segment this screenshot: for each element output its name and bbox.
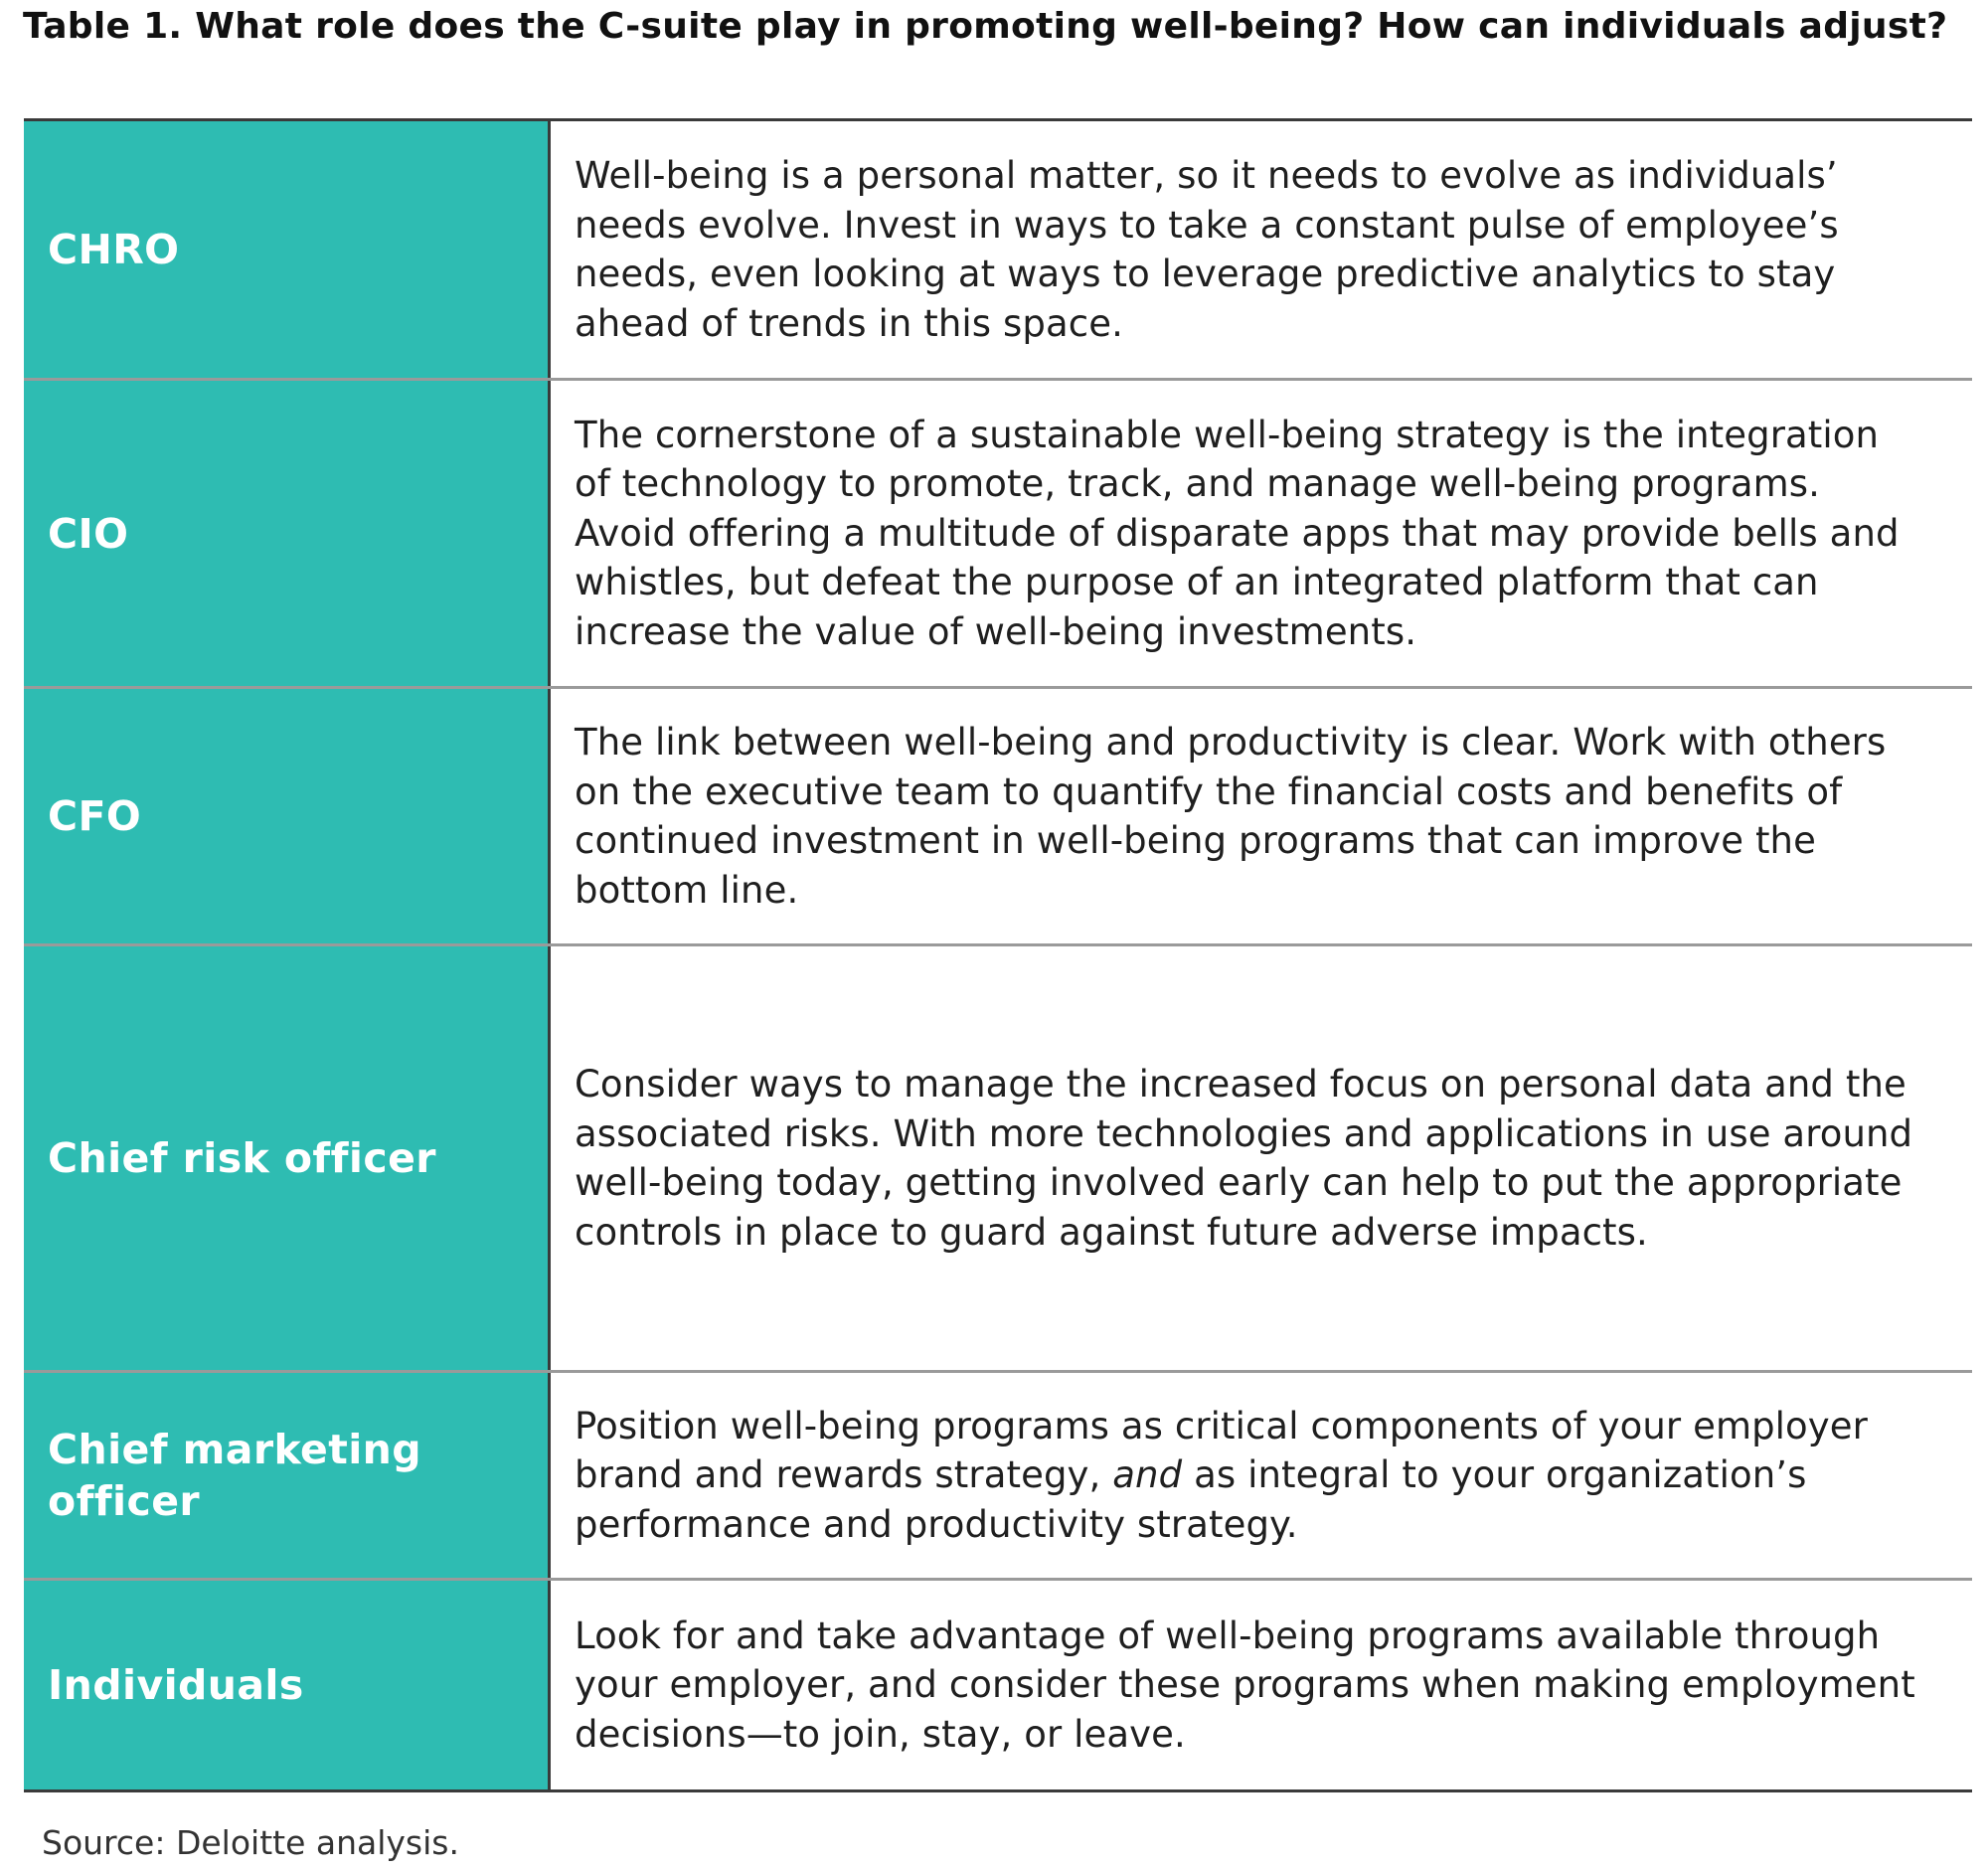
table-title: Table 1. What role does the C-suite play in promoting well-being? How can individuals adjust? <box>23 6 1948 47</box>
role-label: Chief marketing officer <box>48 1426 422 1525</box>
role-label: Individuals <box>48 1661 304 1709</box>
role-label: CHRO <box>48 226 180 273</box>
roles-table <box>24 118 1972 1792</box>
source-note: Source: Deloitte analysis. <box>42 1823 459 1862</box>
table-row-chief-marketing-officer <box>24 1373 1972 1578</box>
description-cell <box>551 121 1972 378</box>
description-cell <box>551 946 1972 1370</box>
description-cell <box>551 1581 1972 1789</box>
description-cell <box>551 689 1972 943</box>
description-text: Consider ways to manage the increased focus on personal data and the associated risks. With more technologies and applications in use around well-being today, getting involved early can help to put the appropriate controls in place to guard against future adverse impacts. <box>575 1063 1913 1254</box>
description-text: The cornerstone of a sustainable well-being strategy is the integration of technology to promote, track, and manage well-being programs. Avoid offering a multitude of disparate apps that may provide bells and whistles, but defeat the purpose of an integrated platform that can increase the value of well-being investments. <box>575 413 1900 653</box>
role-label: CIO <box>48 509 129 558</box>
role-cell <box>24 381 551 686</box>
description-text-part: as integral to your organization’s performance and productivity strategy. <box>575 1453 1807 1546</box>
role-label: CFO <box>48 792 142 840</box>
role-cell <box>24 1581 551 1789</box>
table-row-chief-risk-officer <box>24 946 1972 1370</box>
role-label: Chief risk officer <box>48 1134 436 1182</box>
table-row-cio <box>24 381 1972 686</box>
role-cell <box>24 1373 551 1578</box>
role-cell <box>24 946 551 1370</box>
description-cell <box>551 381 1972 686</box>
description-text: Look for and take advantage of well-being programs available through your employer, and consider these programs when making employment decisions—to join, stay, or leave. <box>575 1614 1915 1756</box>
description-text: Well-being is a personal matter, so it needs to evolve as individuals’ needs evolve. Invest in ways to take a constant pulse of employee’s needs, even looking at ways to leverage predictive analytics to stay ahead of trends in this space. <box>575 154 1839 345</box>
table-row-cfo <box>24 689 1972 943</box>
description-cell <box>551 1373 1972 1578</box>
description-text: The link between well-being and productivity is clear. Work with others on the executive team to quantify the financial costs and benefits of continued investment in well-being programs that can improve the bottom line. <box>575 721 1887 912</box>
description-text <box>575 1402 1868 1550</box>
role-cell <box>24 121 551 378</box>
table-row-individuals <box>24 1581 1972 1789</box>
role-cell <box>24 689 551 943</box>
description-text-part: Position well-being programs as critical components of your employer brand and rewards strategy, <box>575 1404 1868 1497</box>
description-emphasis: and <box>1112 1453 1183 1497</box>
table-row-chro <box>24 121 1972 378</box>
